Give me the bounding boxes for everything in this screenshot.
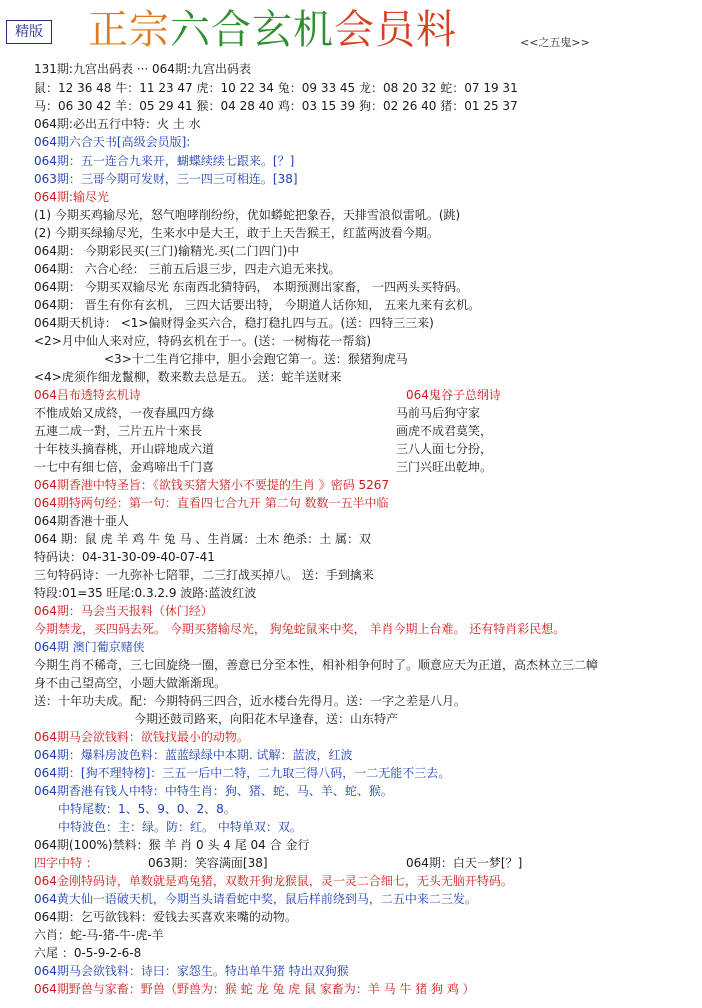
text-line: 063期：三哥今期可发财，三一四三可相连。[38] bbox=[34, 172, 298, 186]
text-line: 064期六合天书[高级会员版]: bbox=[34, 135, 191, 149]
text-line: 中特尾数：1、5、9、0、2、8。 bbox=[58, 802, 236, 816]
text-line: 064黄大仙一语破天机，今期当头请看蛇中奖，鼠后样前绕到马，二五中来二三发。 bbox=[34, 892, 477, 906]
text-line: 特码诀：04-31-30-09-40-07-41 bbox=[34, 550, 215, 564]
text-line: 064 期：鼠 虎 羊 鸡 牛 兔 马 、生肖属：土木 绝杀：土 属：双 bbox=[34, 532, 372, 546]
edition-badge: 精版 bbox=[6, 20, 52, 44]
title-char: 会 bbox=[334, 7, 375, 53]
text-line: 送：十年功夫成。配：今期特码三四合，近水楼台先得月。送：一字之差是八月。 bbox=[34, 694, 467, 708]
text-line: 064期野兽与家畜：野兽（野兽为：猴 蛇 龙 兔 虎 鼠 家畜为：羊 马 牛 猪 狗 鸡 ） bbox=[34, 982, 475, 996]
text-line: 十年枝头摘春桃，开山辟地成六道 bbox=[34, 442, 215, 456]
page-title bbox=[88, 4, 457, 56]
text-line: 064期马会欲钱料：欲钱找最小的动物。 bbox=[34, 730, 249, 744]
title-char: 合 bbox=[211, 7, 252, 53]
text-line: 064期:必出五行中特：火 土 水 bbox=[34, 117, 201, 131]
text-line: 今期禁龙，买四码去死。 今期买猪输尽光， 狗兔蛇鼠来中奖， 羊肖今期上台难。 还有特肖彩民想。 bbox=[34, 622, 566, 636]
text-line: 中特波色：主：绿。防：红。 中特单双：双。 bbox=[58, 820, 302, 834]
text-line: 064鬼谷子总纲诗 bbox=[406, 388, 501, 402]
text-line: 064期：五一连合九来开，蝴蝶续续七跟来。[？] bbox=[34, 154, 295, 168]
text-line: 131期:九宫出码表 ··· 064期:九宫出码表 bbox=[34, 62, 251, 76]
text-line: 064金刚特码诗，单数就是鸡兔猪，双数开狗龙猴鼠，灵一灵二合细七，无头无脑开特码。 bbox=[34, 874, 513, 888]
text-line: 三八人面七分扮， bbox=[396, 442, 493, 456]
title-char: 机 bbox=[293, 7, 334, 53]
title-char: 玄 bbox=[252, 7, 293, 53]
text-line: 四字中特 ： bbox=[34, 856, 98, 870]
text-line: 今期还鼓司路来，向阳花木早逢春，送：山东特产 bbox=[134, 712, 399, 726]
text-line: 六尾 ：0-5-9-2-6-8 bbox=[34, 946, 142, 960]
title-char: 员 bbox=[375, 7, 416, 53]
text-line: <4>虎须作细龙鬣柳，数来数去总是五。 送：蛇羊送财来 bbox=[34, 370, 342, 384]
text-line: 064期香港有钱人中特：中特生肖：狗、猪、蛇、马、羊、蛇、猴。 bbox=[34, 784, 393, 798]
text-line: 064期香港十亜人 bbox=[34, 514, 129, 528]
text-line: 鼠：12 36 48 牛：11 23 47 虎：10 22 34 兔：09 33 45 龙：08 20 32 蛇：07 19 31 bbox=[34, 81, 518, 95]
page-subtitle: <<之五鬼>> bbox=[520, 36, 590, 49]
text-line: 三句特码诗：一九弥补七陪罪，二三打战买掉八。 送：手到擒来 bbox=[34, 568, 374, 582]
text-line: 064期： 晋生有你有玄机， 三四大话要出特， 今期道人话你知， 五来九来有玄机。 bbox=[34, 298, 481, 312]
text-line: 064期： 六合心经： 三前五后退三步，四走六追无来找。 bbox=[34, 262, 341, 276]
text-line: 五連二成一對，三片五片十來長 bbox=[34, 424, 203, 438]
text-line: 064期：马会当天报料（休门经） bbox=[34, 604, 213, 618]
title-char: 料 bbox=[416, 7, 457, 53]
title-char: 六 bbox=[170, 7, 211, 53]
text-line: <3>十二生肖它排中，胆小会跑它第一。送：猴猪狗虎马 bbox=[104, 352, 408, 366]
text-line: 特段:01=35 旺尾:0.3.2.9 波路:蓝波红波 bbox=[34, 586, 257, 600]
text-line: 063期：笑容满面[38] bbox=[148, 856, 268, 870]
text-line: 064期天机诗： <1>偏财得金买六合，稳打稳扎四与五。(送：四特三三来) bbox=[34, 316, 434, 330]
text-line: 马：06 30 42 羊：05 29 41 猴：04 28 40 鸡：03 15 39 狗：02 26 40 猪：01 25 37 bbox=[34, 99, 518, 113]
text-line: 今期生肖不稀奇，三七回旋绕一圈，善意已分至本性，相补相争何时了。顺意应天为正道，高杰林立三二幛 bbox=[34, 658, 599, 672]
text-line: 064期：[狗不理特榜]：三五一后中二特，二九取三得八码，一二无能不三去。 bbox=[34, 766, 451, 780]
text-line: 画虎不成君莫笑， bbox=[396, 424, 493, 438]
text-line: (2) 今期买绿输尽光，生来水中是大王，敢于上天告猴王，红蓝两波看今期。 bbox=[34, 226, 439, 240]
text-line: 064期： 今期买双输尽光 东南西北猜特码， 本期预测出家畜， 一四两头买特码。 bbox=[34, 280, 469, 294]
text-line: 064吕布透特玄机诗 bbox=[34, 388, 141, 402]
text-line: 一七中有细七倍，金鸡啼出千门喜 bbox=[34, 460, 215, 474]
text-line: 马前马后狗守家 bbox=[396, 406, 481, 420]
text-line: 064期:输尽光 bbox=[34, 190, 109, 204]
text-line: (1) 今期买鸡输尽光，怒气咆哮削纷纷，优如蟒蛇把象吞，天排雪浪似雷吼。(跳) bbox=[34, 208, 461, 222]
text-line: 064期：乞丐欲钱料：爱钱去买喜欢来嘴的动物。 bbox=[34, 910, 297, 924]
text-line: 不惟成始又成終，一夜春風四方綠 bbox=[34, 406, 215, 420]
title-char: 宗 bbox=[129, 7, 170, 53]
text-line: 064期(100%)禁料：猴 羊 肖 0 头 4 尾 04 合 金行 bbox=[34, 838, 310, 852]
text-line: 064期：白天一梦[？] bbox=[406, 856, 523, 870]
text-line: 064期香港中特圣旨：《欲钱买猪大猪小不要提的生肖 》密码 5267 bbox=[34, 478, 390, 492]
text-line: 064期马会欲钱料：诗曰：家怨生。特出单牛猪 特出双狗猴 bbox=[34, 964, 349, 978]
text-line: 064期： 今期彩民买(三门)输精光.买(二门四门)中 bbox=[34, 244, 300, 258]
text-line: <2>月中仙人来对应，特码玄机在于一。(送：一树梅花一帮翁) bbox=[34, 334, 372, 348]
title-char: 正 bbox=[88, 7, 129, 53]
text-line: 身不由己望高空，小题大做渐渐现。 bbox=[34, 676, 227, 690]
text-line: 六肖：蛇-马-猪-牛-虎-羊 bbox=[34, 928, 164, 942]
text-line: 064期：爆料房波色料：蓝蓝绿绿中本期. 试解：蓝波，红波 bbox=[34, 748, 353, 762]
text-line: 三门兴旺出乾坤。 bbox=[396, 460, 493, 474]
text-line: 064期特两句经：第一句：直看四七合九开 第二句 数数一五半中临 bbox=[34, 496, 389, 510]
text-line: 064期 澳门葡京赌侠 bbox=[34, 640, 145, 654]
